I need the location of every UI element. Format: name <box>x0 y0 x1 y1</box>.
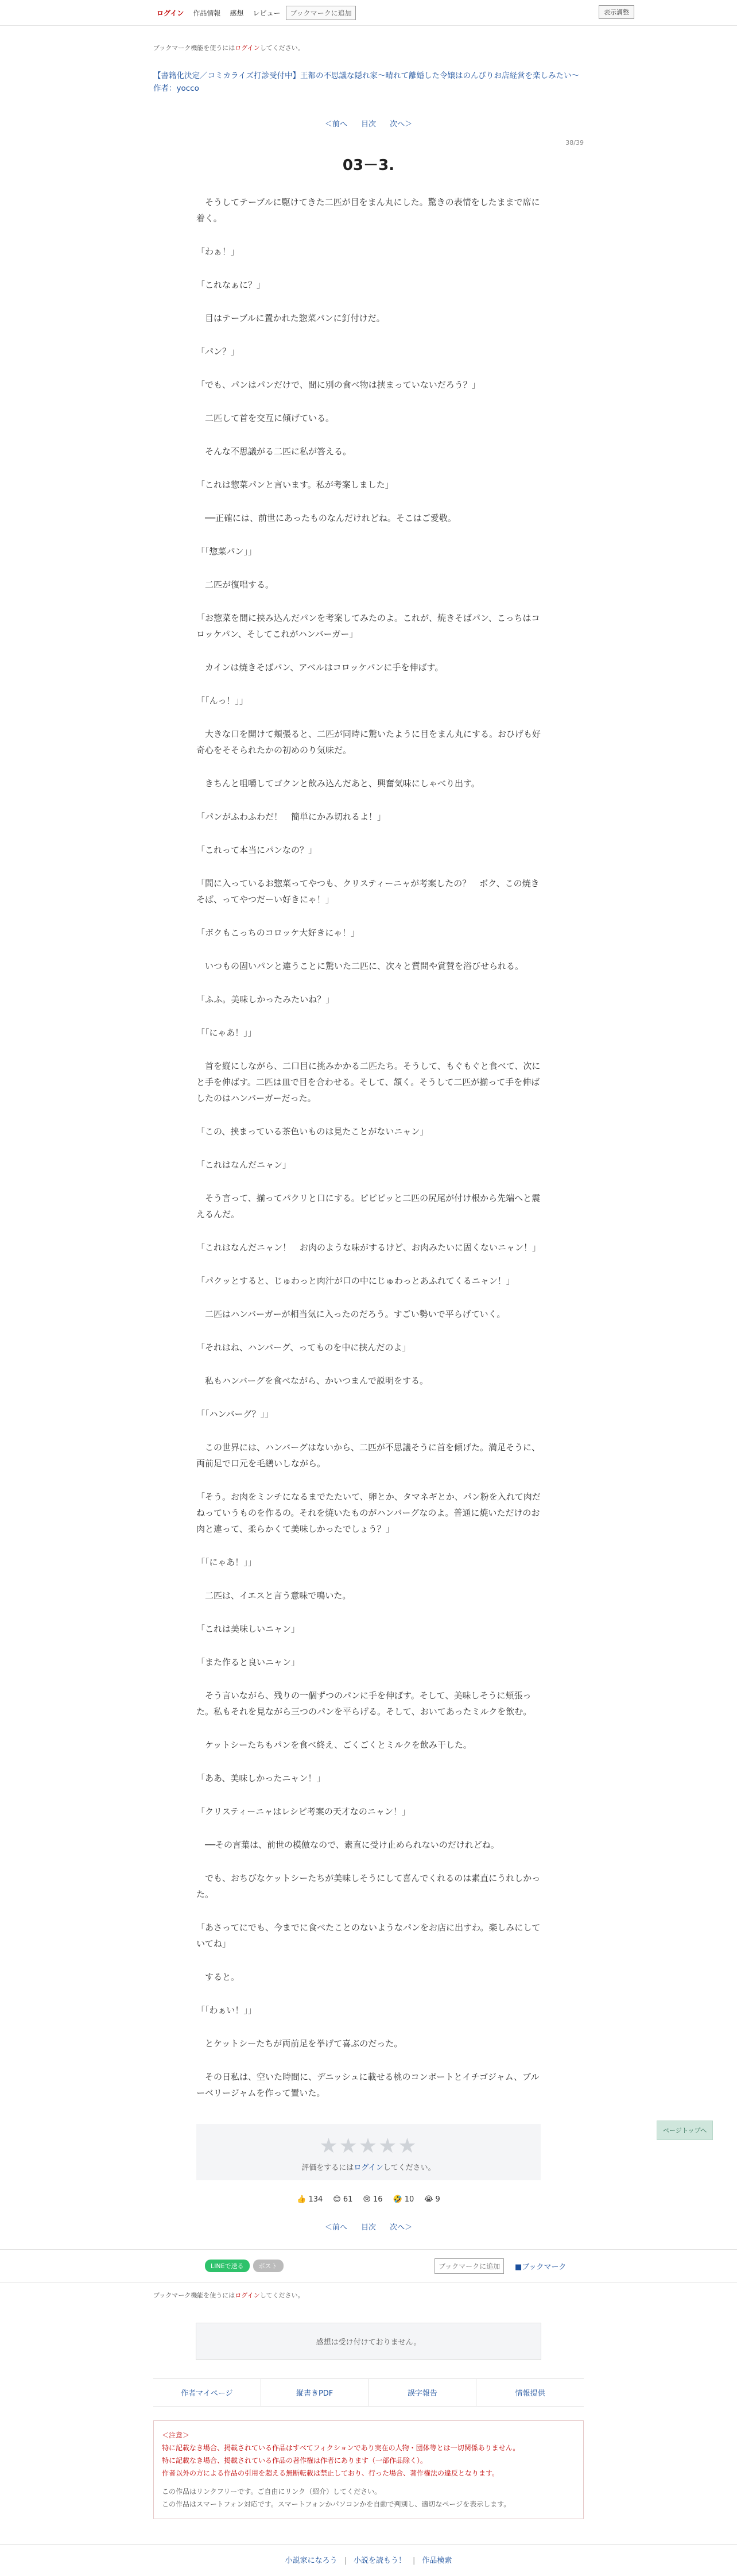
novel-paragraph: 「また作ると良いニャン」 <box>196 1657 300 1667</box>
novel-paragraph: 大きな口を開けて頬張ると、二匹が同時に驚いたように目をまん丸にする。おひげも好奇心をそそられたかの初めのり気味だ。 <box>196 729 541 755</box>
novel-body <box>196 194 541 2101</box>
novel-paragraph: 「この、挟まっている茶色いものは見たことがないニャン」 <box>196 1126 429 1137</box>
novel-paragraph: とケットシーたちが両前足を挙げて喜ぶのだった。 <box>205 2038 403 2049</box>
impressions-link[interactable]: 感想 <box>230 9 244 17</box>
novel-paragraph: きちんと咀嚼してゴクンと飲み込んだあと、興奮気味にしゃべり出す。 <box>205 778 480 789</box>
rating-note <box>196 2161 541 2172</box>
rating-stars[interactable]: ★★★★★ <box>319 2134 418 2158</box>
separator: | <box>413 2556 416 2565</box>
novel-paragraph: 二匹は、イエスと言う意味で鳴いた。 <box>205 1590 351 1601</box>
bookmark-add-button[interactable]: ブックマークに追加 <box>286 6 355 20</box>
reaction-sob[interactable] <box>424 2195 440 2204</box>
novel-paragraph: 「これはなんだニャン！ お肉のような味がするけど、お肉みたいに固くないニャン！」 <box>196 1242 541 1253</box>
rating-box <box>196 2124 541 2180</box>
novel-paragraph: 目はテーブルに置かれた惣菜パンに釘付けだ。 <box>205 313 385 323</box>
caution-line-1: 特に記載なき場合、掲載されている作品はすべてフィクションであり実在の人物・団体等とは一切関係ありません。 <box>162 2444 520 2452</box>
work-info-link[interactable]: 作品情報 <box>193 9 221 17</box>
novel-paragraph: そう言って、揃ってパクリと口にする。ピピピッと二匹の尻尾が付け根から先端へと震えるんだ。 <box>196 1193 541 1219</box>
novel-paragraph: 「これなぁに？」 <box>196 280 266 290</box>
novel-paragraph: 「「惣菜パン」」 <box>196 546 257 557</box>
bottom-nav-link[interactable]: 小説家になろう <box>285 2556 338 2565</box>
novel-paragraph: 「お惣菜を間に挟み込んだパンを考案してみたのよ。これが、焼きそばパン、こっちはコロッケパン、そしてこれがハンバーガー」 <box>196 613 540 639</box>
toc-link[interactable]: 目次 <box>360 120 376 129</box>
pager-top <box>153 118 584 129</box>
sob-icon: 😭 <box>424 2195 433 2204</box>
work-title[interactable]: 【書籍化決定／コミカライズ打診受付中】王都の不思議な隠れ家～晴れて離婚した令嬢はのんびりお店経営を楽しみたい～ <box>153 71 579 80</box>
review-link[interactable]: レビュー <box>253 9 281 17</box>
top-bar <box>0 0 737 26</box>
prev-link[interactable]: ＜前へ <box>324 120 347 129</box>
reaction-cry[interactable] <box>363 2195 382 2204</box>
novel-paragraph: すると。 <box>205 1972 240 1982</box>
novel-paragraph: 「そう。お肉をミンチになるまでたたいて、卵とか、タマネギとか、パン粉を入れて肉だねっていうものを作るの。それを焼いたものがハンバーグなのよ。普通に焼いただけのお肉と違って、柔らかくて美味しかったでしょう？」 <box>196 1492 541 1534</box>
novel-paragraph: 二匹して首を交互に傾げている。 <box>205 413 335 423</box>
novel-paragraph: この世界には、ハンバーグはないから、二匹が不思議そうに首を傾げた。満足そうに、両前足で口元を毛繕いしながら。 <box>196 1442 540 1469</box>
novel-paragraph: 私もハンバーグを食べながら、かいつまんで説明をする。 <box>205 1376 428 1386</box>
work-title-link[interactable] <box>153 69 584 95</box>
novel-paragraph: そんな不思議がる二匹に私が答える。 <box>205 446 352 457</box>
novel-paragraph: 「パクッとすると、じゅわっと肉汁が口の中にじゅわっとあふれてくるニャン！」 <box>196 1276 515 1286</box>
novel-paragraph: 「これはなんだニャン」 <box>196 1160 292 1170</box>
footer-link[interactable]: 作者マイページ <box>153 2379 261 2406</box>
caution-box <box>153 2420 584 2519</box>
reaction-count: 61 <box>343 2195 353 2204</box>
bottom-nav-link[interactable]: 作品検索 <box>422 2556 452 2565</box>
reaction-smile[interactable] <box>333 2195 352 2204</box>
novel-paragraph: 「これって本当にパンなの？」 <box>196 845 317 855</box>
chapter-title: 03－3. <box>342 157 395 174</box>
novel-paragraph: 「間に入っているお惣菜ってやつも、クリスティーニャが考案したの？ ボク、この焼きそば、ってやつだーい好きにゃ！」 <box>196 878 540 905</box>
bookmark-add-button-bottom[interactable]: ブックマークに追加 <box>435 2258 504 2274</box>
notice-login-link[interactable]: ログイン <box>235 2292 260 2299</box>
bookmark-link[interactable]: ■ブックマーク <box>515 2262 567 2272</box>
novel-paragraph: 「「ハンバーグ？」」 <box>196 1409 273 1419</box>
footer-link[interactable]: 縦書きPDF <box>261 2379 369 2406</box>
footer-links <box>153 2378 584 2407</box>
reaction-count: 16 <box>373 2195 383 2204</box>
rating-login-link[interactable]: ログイン <box>354 2164 383 2172</box>
thumbs-up-icon: 👍 <box>297 2195 307 2204</box>
novel-paragraph: 「クリスティーニャはレシピ考案の天才なのニャン！」 <box>196 1806 410 1817</box>
reaction-count: 10 <box>404 2195 414 2204</box>
reactions <box>0 2195 737 2204</box>
novel-paragraph: 「わぁ！」 <box>196 246 239 257</box>
toc-link[interactable]: 目次 <box>360 2223 376 2232</box>
novel-paragraph: そうしてテーブルに駆けてきた二匹が目をまん丸にした。驚きの表情をしたままで席に着く。 <box>196 197 540 223</box>
cry-icon: 😢 <box>363 2195 371 2204</box>
share-bar <box>0 2249 737 2283</box>
bookmark-notice <box>153 43 584 52</box>
novel-paragraph: カインは焼きそばパン、アベルはコロッケパンに手を伸ばす。 <box>205 662 444 673</box>
display-adjust-button[interactable]: 表示調整 <box>599 5 634 19</box>
novel-paragraph: 「ああ、美味しかったニャン！」 <box>196 1773 325 1783</box>
novel-paragraph: ──正確には、前世にあったものなんだけれどね。そこはご愛敬。 <box>205 513 456 523</box>
notice-text: ブックマーク機能を使うには <box>153 2292 235 2299</box>
novel-paragraph: いつもの固いパンと違うことに驚いた二匹に、次々と質問や賞賛を浴びせられる。 <box>205 961 524 971</box>
novel-paragraph: 「「んっ！」」 <box>196 696 249 706</box>
prev-link[interactable]: ＜前へ <box>324 2223 347 2232</box>
line-share-button[interactable]: LINEで送る <box>205 2260 250 2272</box>
page-count: 38/39 <box>565 139 584 146</box>
page-top-button[interactable]: ページトップへ <box>657 2121 713 2140</box>
footer-link[interactable]: 情報提供 <box>515 2389 545 2398</box>
notice-text-end: してください。 <box>259 2292 304 2299</box>
impression-box: 感想は受け付けておりません。 <box>196 2323 541 2360</box>
author-label: 作者： <box>153 84 177 93</box>
novel-paragraph: 「これは惣菜パンと言います。私が考案しました」 <box>196 480 394 490</box>
caution-head: ＜注意＞ <box>162 2431 190 2439</box>
pager-bottom <box>0 2221 737 2232</box>
novel-paragraph: 二匹はハンバーガーが相当気に入ったのだろう。すごい勢いで平らげていく。 <box>205 1309 506 1319</box>
novel-paragraph: 「これは美味しいニャン」 <box>196 1624 300 1634</box>
bottom-nav-link[interactable]: 小説を読もう！ <box>353 2556 406 2565</box>
notice-text-end: してください。 <box>259 44 304 52</box>
novel-paragraph: 「パン？」 <box>196 346 240 357</box>
caution-line-2: 特に記載なき場合、掲載されている作品の著作権は作者にあります（一部作品除く）。 <box>162 2457 428 2465</box>
novel-paragraph: 「でも、パンはパンだけで、間に別の食べ物は挟まっていないだろう？」 <box>196 380 480 390</box>
notice-login-link[interactable]: ログイン <box>235 44 260 52</box>
next-link[interactable]: 次へ＞ <box>390 120 413 129</box>
novel-paragraph: ──その言葉は、前世の模倣なので、素直に受け止められないのだけれどね。 <box>205 1840 499 1850</box>
novel-paragraph: そう言いながら、残りの一個ずつのパンに手を伸ばす。そして、美味しそうに頬張った。私もそれを見ながら三つのパンを平らげる。そして、おいてあったミルクを飲む。 <box>196 1690 532 1717</box>
author-name[interactable]: yocco <box>176 84 199 93</box>
reaction-laugh[interactable] <box>393 2195 414 2204</box>
novel-paragraph: 「パンがふわふわだ！ 簡単にかみ切れるよ！」 <box>196 812 386 822</box>
novel-paragraph: 首を縦にしながら、二口目に挑みかかる二匹たち。そうして、もぐもぐと食べて、次にと手を伸ばす。二匹は皿で目を合わせる。そして、頷く。そうして二匹が揃って手を伸ばしたのはハンバーガーだった。 <box>196 1061 541 1103</box>
caution-line-5: この作品はスマートフォン対応です。スマートフォンかパソコンかを自動で判別し、適切なページを表示します。 <box>162 2500 511 2508</box>
notice-text: ブックマーク機能を使うには <box>153 44 235 52</box>
bookmark-notice-bottom <box>153 2291 584 2300</box>
rating-note-end: してください。 <box>383 2164 436 2172</box>
smile-icon: 😊 <box>333 2195 341 2204</box>
rating-note-text: 評価をするには <box>301 2164 354 2172</box>
caution-line-3: 作者以外の方による作品の引用を超える無断転載は禁止しており、行った場合、著作権法の違反となります。 <box>162 2469 499 2477</box>
laugh-icon: 🤣 <box>393 2195 402 2204</box>
novel-paragraph: その日私は、空いた時間に、デニッシュに載せる桃のコンポートとイチゴジャム、ブルーベリージャムを作って置いた。 <box>196 2072 540 2098</box>
x-post-button[interactable]: ポスト <box>253 2260 284 2272</box>
novel-paragraph: 「「にゃあ！」」 <box>196 1557 257 1567</box>
novel-paragraph: 二匹が復唱する。 <box>205 580 274 590</box>
novel-paragraph: 「それはね、ハンバーグ、ってものを中に挟んだのよ」 <box>196 1342 411 1353</box>
novel-paragraph: 「ボクもこっちのコロッケ大好きにゃ！」 <box>196 928 360 938</box>
reaction-thumbs-up[interactable] <box>297 2195 323 2204</box>
caution-line-4: この作品はリンクフリーです。ご自由にリンク（紹介）してください。 <box>162 2488 382 2496</box>
novel-paragraph: でも、おちびなケットシーたちが美味しそうにして喜んでくれるのは素直にうれしかった。 <box>196 1873 541 1899</box>
novel-paragraph: 「ふふ。美味しかったみたいね？」 <box>196 994 335 1005</box>
next-link[interactable]: 次へ＞ <box>390 2223 413 2232</box>
separator: | <box>344 2556 347 2565</box>
novel-paragraph: 「あさってにでも、今までに食べたことのないようなパンをお店に出すわ。楽しみにしていてね」 <box>196 1922 541 1949</box>
bottom-nav <box>0 2544 737 2565</box>
novel-paragraph: 「「にゃあ！」」 <box>196 1028 257 1038</box>
login-link[interactable]: ログイン <box>157 9 184 17</box>
novel-paragraph: 「「わぁい！」」 <box>196 2005 257 2015</box>
reaction-count: 9 <box>435 2195 440 2204</box>
reaction-count: 134 <box>308 2195 323 2204</box>
novel-paragraph: ケットシーたちもパンを食べ終え、ごくごくとミルクを飲み干した。 <box>205 1740 472 1750</box>
footer-link[interactable]: 誤字報告 <box>369 2379 477 2406</box>
